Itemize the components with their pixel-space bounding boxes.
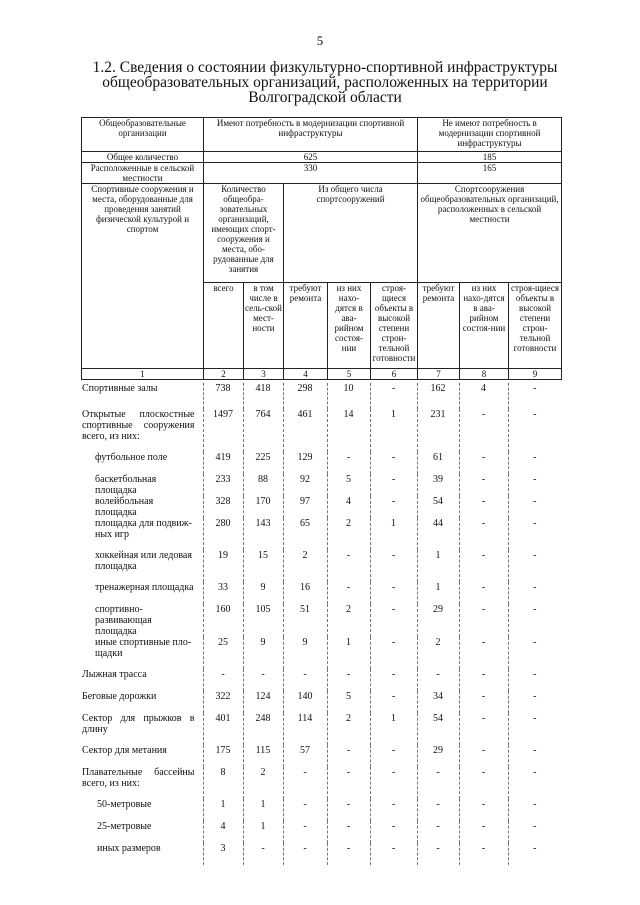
cell-col-3: 88 <box>243 474 283 496</box>
cell-col-6: - <box>370 669 417 691</box>
cell-col-8: - <box>459 767 508 799</box>
row-label: 25-метровые <box>97 821 152 832</box>
cell-col-4: - <box>283 669 327 691</box>
cell-col-6: - <box>370 496 417 518</box>
header-sub-emergency-rural: из них нахо-дятся в ава-рийном состоя-нии <box>460 283 509 369</box>
cell-col-2: 233 <box>203 474 243 496</box>
cell-col-7: - <box>417 767 459 799</box>
table-row <box>81 550 561 582</box>
table-header <box>81 117 562 380</box>
cell-col-7: 34 <box>417 691 459 713</box>
cell-col-9: - <box>508 452 561 474</box>
row-label: площадка для подвиж-ных игр <box>95 518 192 540</box>
cell-col-2: 280 <box>203 518 243 550</box>
cell-col-3: 105 <box>243 604 283 637</box>
header-total-need: 625 <box>204 152 418 163</box>
header-sub-rural: в том числе в сель-ской мест-ности <box>244 283 284 369</box>
cell-col-9: - <box>508 767 561 799</box>
cell-col-5: - <box>327 452 370 474</box>
cell-col-9: - <box>508 799 561 821</box>
cell-col-6: - <box>370 843 417 865</box>
cell-col-2: 3 <box>203 843 243 865</box>
cell-col-8: - <box>459 745 508 767</box>
table-row <box>81 518 561 550</box>
header-of-total-col: Из общего числа спортсооружений <box>284 184 418 283</box>
cell-col-3: 2 <box>243 767 283 799</box>
col-number-1: 1 <box>82 369 204 380</box>
table-row <box>81 604 561 637</box>
cell-col-4: - <box>283 799 327 821</box>
header-sub-emergency: из них нахо-дятся в ава-рийном состоя-нии <box>328 283 371 369</box>
row-label: Беговые дорожки <box>82 691 157 702</box>
cell-col-6: 1 <box>370 409 417 452</box>
cell-col-2: 33 <box>203 582 243 604</box>
row-label: Сектор для прыжков в длину <box>82 713 195 735</box>
cell-col-3: - <box>243 843 283 865</box>
cell-col-8: - <box>459 452 508 474</box>
row-label: тренажерная площадка <box>95 582 194 593</box>
cell-col-6: - <box>370 604 417 637</box>
cell-col-6: - <box>370 452 417 474</box>
cell-col-6: - <box>370 745 417 767</box>
cell-col-5: - <box>327 550 370 582</box>
cell-col-4: 97 <box>283 496 327 518</box>
cell-col-5: 10 <box>327 383 370 409</box>
cell-col-5: 5 <box>327 474 370 496</box>
cell-col-3: 170 <box>243 496 283 518</box>
cell-col-9: - <box>508 713 561 745</box>
col-number-2: 2 <box>204 369 244 380</box>
cell-col-3: 124 <box>243 691 283 713</box>
table-row <box>81 691 561 713</box>
cell-col-8: - <box>459 637 508 669</box>
cell-col-9: - <box>508 383 561 409</box>
cell-col-7: 29 <box>417 745 459 767</box>
table-row <box>81 669 561 691</box>
cell-col-4: 298 <box>283 383 327 409</box>
row-label: Спортивные залы <box>82 383 158 394</box>
cell-col-2: 8 <box>203 767 243 799</box>
col-number-6: 6 <box>371 369 418 380</box>
cell-col-5: 2 <box>327 604 370 637</box>
row-label: волейбольная площадка <box>95 496 154 518</box>
cell-col-2: 419 <box>203 452 243 474</box>
cell-col-4: 2 <box>283 550 327 582</box>
row-label: футбольное поле <box>95 452 168 463</box>
row-label: баскетбольная площадка <box>95 474 157 496</box>
cell-col-5: - <box>327 767 370 799</box>
cell-col-5: 2 <box>327 713 370 745</box>
cell-col-6: - <box>370 767 417 799</box>
cell-col-4: 114 <box>283 713 327 745</box>
col-number-7: 7 <box>418 369 460 380</box>
cell-col-4: - <box>283 767 327 799</box>
header-count-col: Количество общеобра-зовательных организаций, имеющих спорт-сооружения и места, обо-рудованные для занятия <box>204 184 284 283</box>
cell-col-8: - <box>459 799 508 821</box>
header-rural-label: Расположенные в сельской местности <box>82 163 204 184</box>
cell-col-2: 1 <box>203 799 243 821</box>
col-number-4: 4 <box>284 369 328 380</box>
cell-col-8: - <box>459 550 508 582</box>
row-label: спортивно-развивающая площадка <box>95 604 152 637</box>
cell-col-9: - <box>508 550 561 582</box>
page-number: 5 <box>316 33 324 48</box>
col-number-8: 8 <box>460 369 509 380</box>
row-label: Плавательные бассейны всего, из них: <box>82 767 195 789</box>
row-label: 50-метровые <box>97 799 152 810</box>
row-label: хоккейная или ледовая площадка <box>95 550 192 572</box>
cell-col-3: 1 <box>243 799 283 821</box>
cell-col-8: - <box>459 604 508 637</box>
cell-col-4: 461 <box>283 409 327 452</box>
cell-col-3: - <box>243 669 283 691</box>
cell-col-8: - <box>459 518 508 550</box>
cell-col-8: - <box>459 582 508 604</box>
table-row <box>81 821 561 843</box>
cell-col-7: 39 <box>417 474 459 496</box>
cell-col-2: 160 <box>203 604 243 637</box>
cell-col-9: - <box>508 582 561 604</box>
cell-col-9: - <box>508 821 561 843</box>
header-total-no-need: 185 <box>418 152 562 163</box>
row-label: Лыжная трасса <box>82 669 147 680</box>
cell-col-9: - <box>508 496 561 518</box>
cell-col-5: - <box>327 669 370 691</box>
cell-col-7: - <box>417 821 459 843</box>
cell-col-8: - <box>459 821 508 843</box>
cell-col-9: - <box>508 604 561 637</box>
cell-col-6: 1 <box>370 713 417 745</box>
cell-col-4: 129 <box>283 452 327 474</box>
cell-col-2: 328 <box>203 496 243 518</box>
cell-col-8: - <box>459 474 508 496</box>
cell-col-2: 175 <box>203 745 243 767</box>
cell-col-4: 9 <box>283 637 327 669</box>
table-row <box>81 767 561 799</box>
cell-col-3: 1 <box>243 821 283 843</box>
cell-col-7: 29 <box>417 604 459 637</box>
cell-col-4: 140 <box>283 691 327 713</box>
cell-col-2: 19 <box>203 550 243 582</box>
cell-col-6: 1 <box>370 518 417 550</box>
cell-col-2: 1497 <box>203 409 243 452</box>
cell-col-6: - <box>370 637 417 669</box>
cell-col-2: 25 <box>203 637 243 669</box>
cell-col-6: - <box>370 691 417 713</box>
cell-col-8: - <box>459 496 508 518</box>
cell-col-2: 738 <box>203 383 243 409</box>
header-facilities-col: Спортивные сооружения и места, оборудованные для проведения занятий физической культурой и спортом <box>82 184 204 369</box>
cell-col-9: - <box>508 518 561 550</box>
table-row <box>81 409 561 452</box>
cell-col-8: - <box>459 691 508 713</box>
title-line-2: общеобразовательных организаций, расположенных на территории <box>102 74 548 91</box>
cell-col-5: - <box>327 799 370 821</box>
cell-col-8: 4 <box>459 383 508 409</box>
col-number-3: 3 <box>244 369 284 380</box>
header-sub-construction-rural: строя-щиеся объекты в высокой степени строи-тельной готовности <box>509 283 562 369</box>
table-row <box>81 713 561 745</box>
header-total-label: Общее количество <box>82 152 204 163</box>
cell-col-5: 1 <box>327 637 370 669</box>
cell-col-4: 51 <box>283 604 327 637</box>
table-row <box>81 474 561 496</box>
row-label: Открытые плоскостные спортивные сооружения всего, из них: <box>82 409 195 442</box>
title-line-3: Волгоградской области <box>248 89 402 106</box>
document-title <box>80 60 570 105</box>
cell-col-4: 16 <box>283 582 327 604</box>
cell-col-4: - <box>283 821 327 843</box>
cell-col-7: - <box>417 843 459 865</box>
cell-col-7: 1 <box>417 582 459 604</box>
header-sub-repair-rural: требуют ремонта <box>418 283 460 369</box>
cell-col-5: 5 <box>327 691 370 713</box>
cell-col-5: - <box>327 745 370 767</box>
header-sub-construction: строя-щиеся объекты в высокой степени строи-тельной готовности <box>371 283 418 369</box>
cell-col-2: 322 <box>203 691 243 713</box>
cell-col-3: 248 <box>243 713 283 745</box>
cell-col-2: - <box>203 669 243 691</box>
cell-col-3: 225 <box>243 452 283 474</box>
row-label: иных размеров <box>97 843 161 854</box>
cell-col-6: - <box>370 821 417 843</box>
header-rural-need: 330 <box>204 163 418 184</box>
table-row <box>81 452 561 474</box>
cell-col-6: - <box>370 383 417 409</box>
cell-col-3: 9 <box>243 582 283 604</box>
cell-col-8: - <box>459 843 508 865</box>
cell-col-3: 764 <box>243 409 283 452</box>
cell-col-4: 57 <box>283 745 327 767</box>
cell-col-9: - <box>508 691 561 713</box>
cell-col-6: - <box>370 550 417 582</box>
header-sub-repair: требуют ремонта <box>284 283 328 369</box>
cell-col-5: - <box>327 582 370 604</box>
cell-col-3: 9 <box>243 637 283 669</box>
cell-col-7: 231 <box>417 409 459 452</box>
cell-col-5: - <box>327 843 370 865</box>
table-row <box>81 383 561 409</box>
cell-col-7: 44 <box>417 518 459 550</box>
cell-col-7: 2 <box>417 637 459 669</box>
header-no-need-modern: Не имеют потребность в модернизации спортивной инфраструктуры <box>418 118 562 152</box>
cell-col-9: - <box>508 843 561 865</box>
cell-col-7: - <box>417 669 459 691</box>
table-row <box>81 745 561 767</box>
cell-col-7: 54 <box>417 496 459 518</box>
header-sub-total: всего <box>204 283 244 369</box>
cell-col-8: - <box>459 409 508 452</box>
cell-col-9: - <box>508 637 561 669</box>
cell-col-7: 162 <box>417 383 459 409</box>
header-org-col: Общеобразовательные организации <box>82 118 204 152</box>
table-row <box>81 496 561 518</box>
cell-col-8: - <box>459 669 508 691</box>
table-row <box>81 843 561 865</box>
cell-col-5: - <box>327 821 370 843</box>
cell-col-3: 15 <box>243 550 283 582</box>
cell-col-4: - <box>283 843 327 865</box>
cell-col-7: 1 <box>417 550 459 582</box>
cell-col-7: 61 <box>417 452 459 474</box>
cell-col-8: - <box>459 713 508 745</box>
facilities-table <box>81 383 561 865</box>
cell-col-3: 143 <box>243 518 283 550</box>
col-number-5: 5 <box>328 369 371 380</box>
cell-col-4: 92 <box>283 474 327 496</box>
cell-col-2: 401 <box>203 713 243 745</box>
cell-col-2: 4 <box>203 821 243 843</box>
cell-col-7: - <box>417 799 459 821</box>
cell-col-9: - <box>508 409 561 452</box>
cell-col-9: - <box>508 745 561 767</box>
cell-col-7: 54 <box>417 713 459 745</box>
header-need-modern: Имеют потребность в модернизации спортивной инфраструктуры <box>204 118 418 152</box>
cell-col-6: - <box>370 799 417 821</box>
header-rural-no-need: 165 <box>418 163 562 184</box>
cell-col-5: 2 <box>327 518 370 550</box>
table-row <box>81 799 561 821</box>
cell-col-3: 115 <box>243 745 283 767</box>
cell-col-6: - <box>370 474 417 496</box>
cell-col-6: - <box>370 582 417 604</box>
cell-col-9: - <box>508 474 561 496</box>
title-line-1: 1.2. Сведения о состоянии физкультурно-спортивной инфраструктуры <box>92 59 558 76</box>
table-row <box>81 582 561 604</box>
cell-col-5: 4 <box>327 496 370 518</box>
row-label: иные спортивные пло-щадки <box>95 637 192 659</box>
row-label: Сектор для метания <box>82 745 167 756</box>
cell-col-9: - <box>508 669 561 691</box>
col-number-9: 9 <box>509 369 562 380</box>
cell-col-3: 418 <box>243 383 283 409</box>
cell-col-4: 65 <box>283 518 327 550</box>
cell-col-5: 14 <box>327 409 370 452</box>
table-row <box>81 637 561 669</box>
header-rural-facilities-col: Спортсооружения общеобразовательных организаций, расположенных в сельской местности <box>418 184 562 283</box>
